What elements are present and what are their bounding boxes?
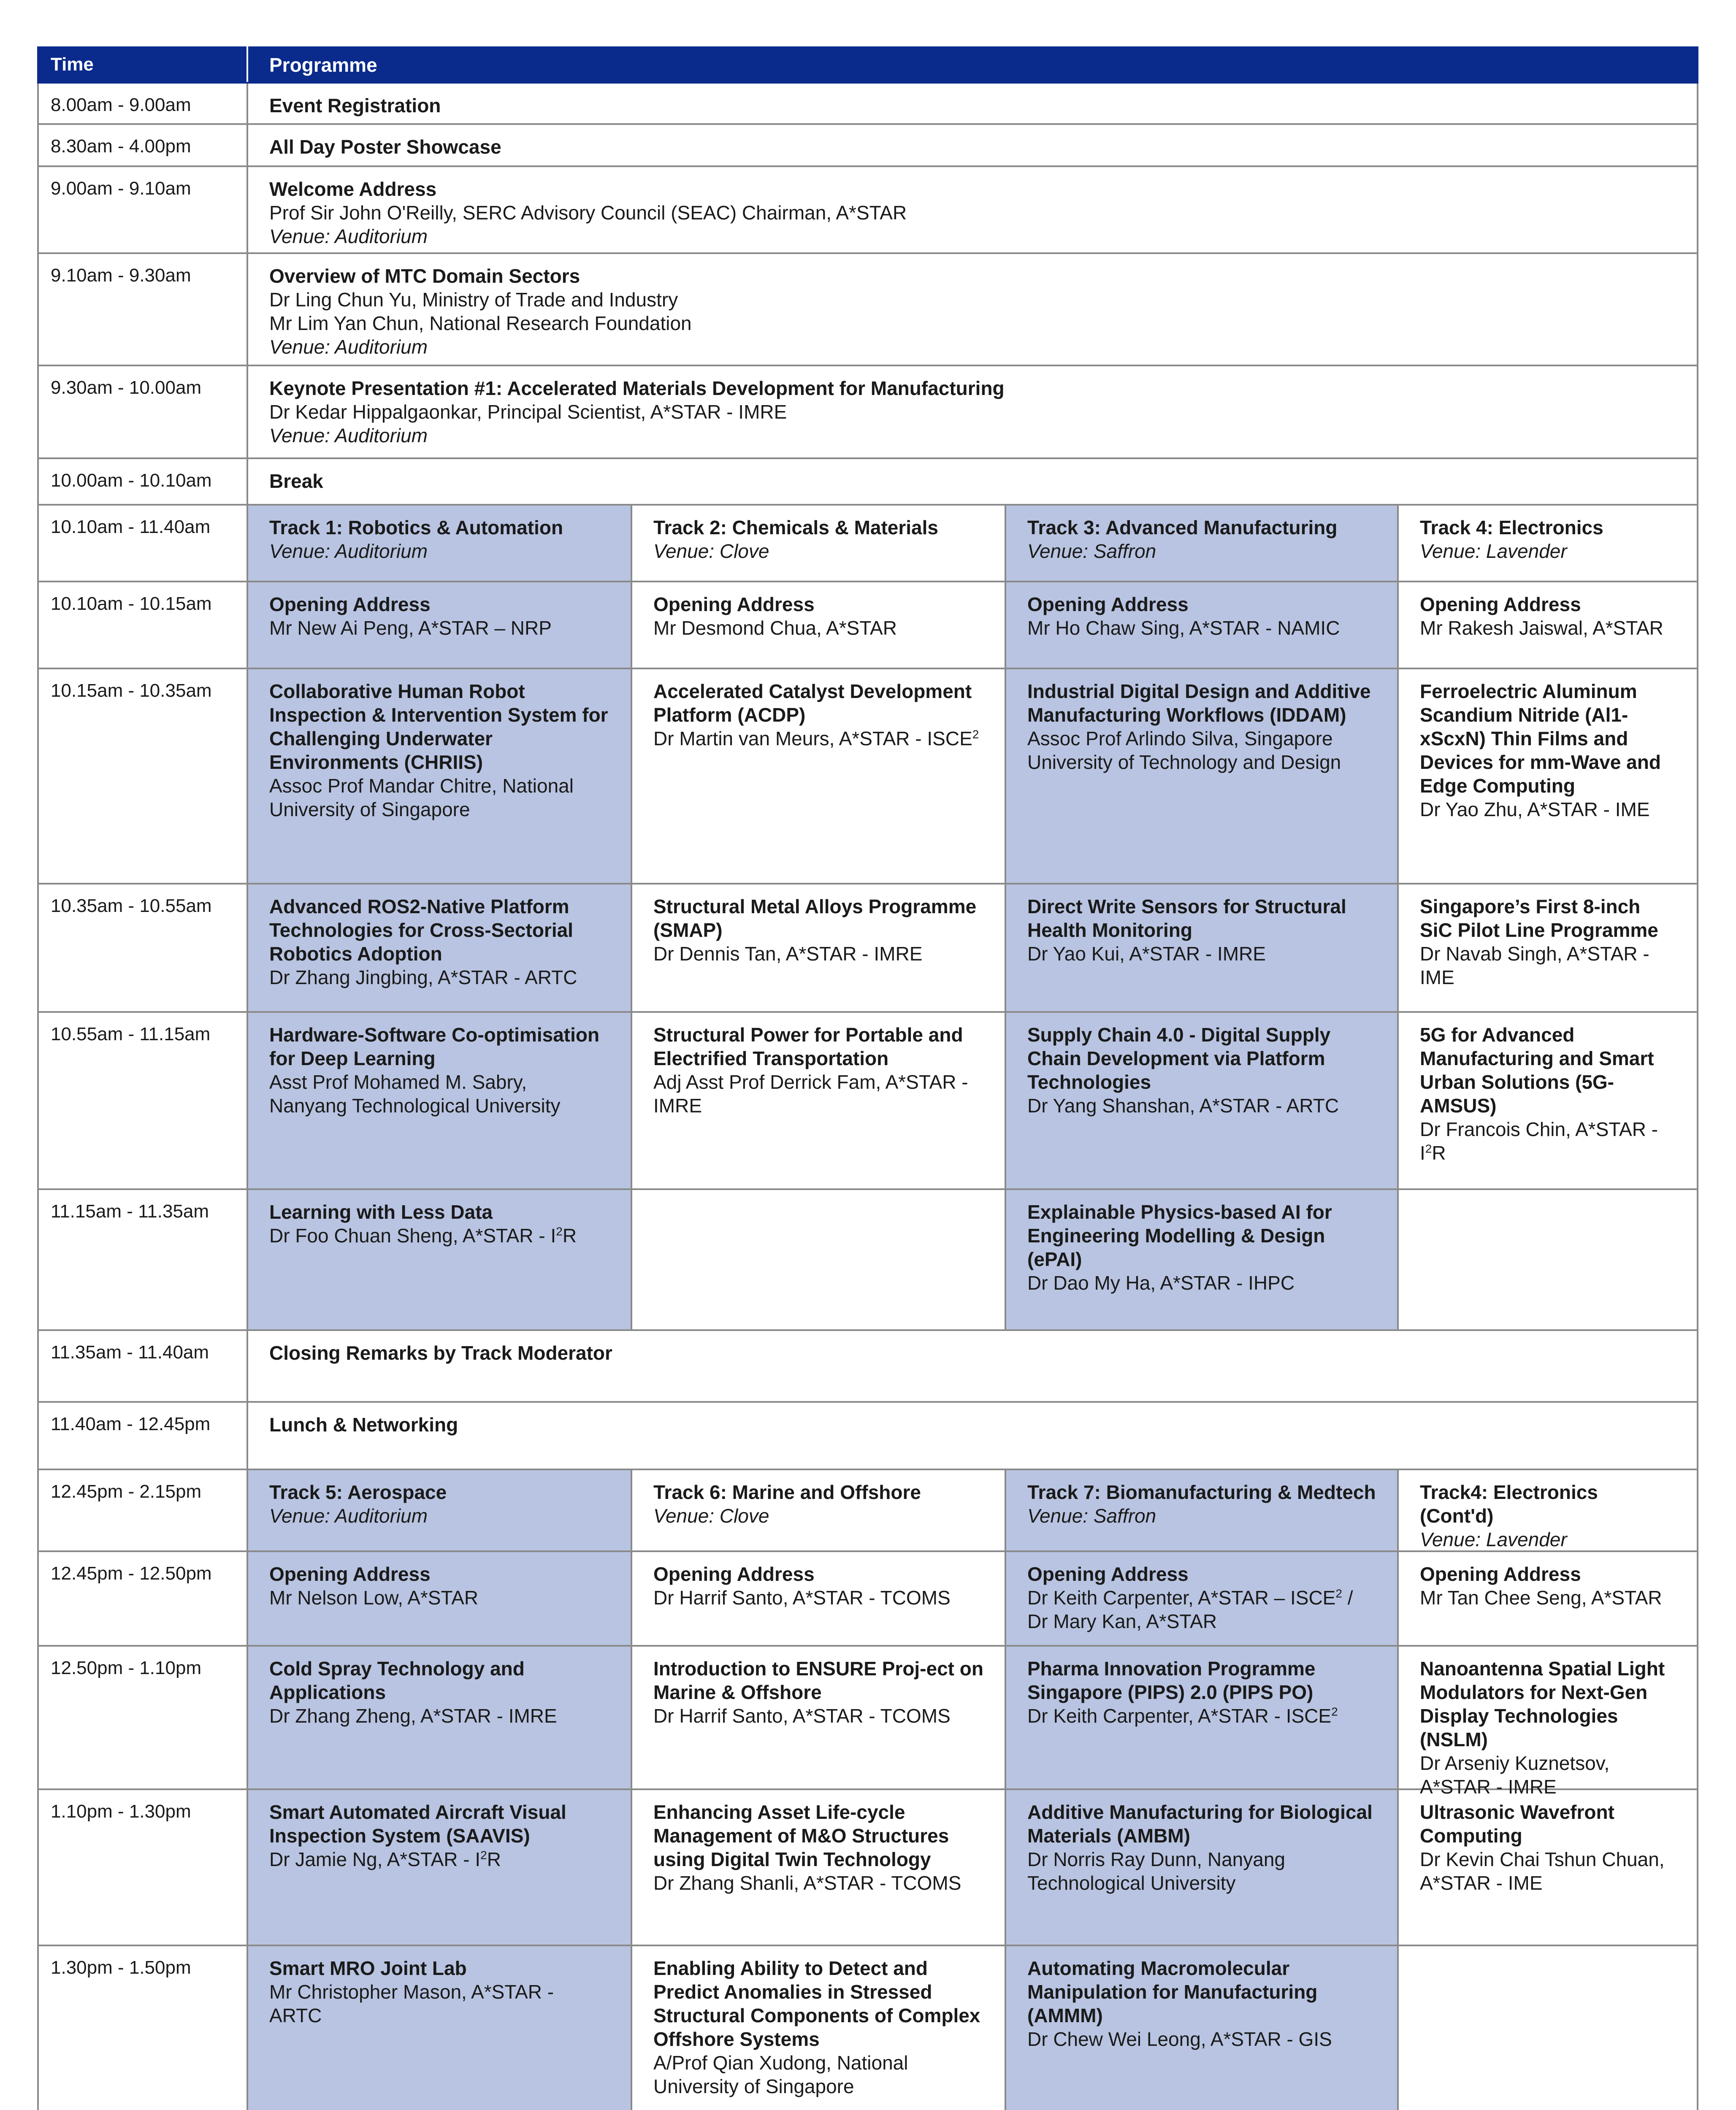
talk-title: Structural Power for Portable and Electrified Transportation: [653, 1024, 963, 1069]
talk-title: Opening Address: [269, 593, 431, 615]
track-columns: [248, 506, 1697, 581]
session-time: 9.30am - 10.00am: [39, 366, 248, 457]
talk-title: Opening Address: [653, 1563, 815, 1585]
talk-cell: [1006, 1946, 1399, 2110]
talk-speaker: Dr Zhang Jingbing, A*STAR - ARTC: [269, 966, 577, 988]
track-columns: [248, 885, 1697, 1011]
talk-cell: [248, 885, 632, 1011]
talk-speaker: Dr Navab Singh, A*STAR - IME: [1420, 943, 1649, 988]
talk-speaker: Dr Martin van Meurs, A*STAR - ISCE$^2$: [653, 728, 979, 749]
session-row: [37, 84, 1698, 125]
talk-title: Industrial Digital Design and Additive Manufacturing Workflows (IDDAM): [1027, 680, 1371, 726]
programme-cell: [248, 167, 1697, 252]
talk-cell: [632, 1013, 1006, 1188]
track-header: Track 3: Advanced Manufacturing Venue: Saffron: [1006, 506, 1399, 581]
talk-cell: [248, 1790, 632, 1945]
track-columns: [248, 1790, 1697, 1945]
slot-row: [37, 1013, 1698, 1190]
talk-speaker: Dr Harrif Santo, A*STAR - TCOMS: [653, 1587, 951, 1609]
talk-speaker: Mr Rakesh Jaiswal, A*STAR: [1420, 617, 1663, 639]
talk-title: 5G for Advanced Manufacturing and Smart Urban Solutions (5G-AMSUS): [1420, 1024, 1654, 1117]
session-speaker: Dr Ling Chun Yu, Ministry of Trade and Industry: [269, 289, 678, 311]
programme-cell: [248, 254, 1697, 365]
programme-table: [37, 46, 1698, 2110]
talk-speaker: Mr Tan Chee Seng, A*STAR: [1420, 1587, 1662, 1609]
talk-cell: [632, 582, 1006, 668]
talk-title: Pharma Innovation Programme Singapore (PIPS) 2.0 (PIPS PO): [1027, 1658, 1316, 1703]
slot-row: [37, 1790, 1698, 1946]
talk-cell: [1399, 885, 1697, 1011]
track-columns: [248, 582, 1697, 668]
talk-speaker: Dr Foo Chuan Sheng, A*STAR - $I^2R$: [269, 1225, 577, 1247]
talk-title: Singapore’s First 8-inch SiC Pilot Line Programme: [1420, 895, 1658, 941]
talk-speaker: Dr Dao My Ha, A*STAR - IHPC: [1027, 1272, 1295, 1294]
session-time: 10.00am - 10.10am: [39, 459, 248, 504]
slot-row: [37, 1946, 1698, 2110]
slot-row: [37, 582, 1698, 669]
session-title: Welcome Address: [269, 178, 437, 200]
talk-title: Automating Macromolecular Manipulation for Manufacturing (AMMM): [1027, 1957, 1318, 2026]
talk-speaker: Dr Zhang Shanli, A*STAR - TCOMS: [653, 1872, 961, 1894]
talk-cell: [632, 669, 1006, 883]
track-header-row: [37, 506, 1698, 582]
track-columns: [248, 1946, 1697, 2110]
talk-cell: [632, 1552, 1006, 1645]
session-time: 8.30am - 4.00pm: [39, 125, 248, 165]
session-row: [37, 125, 1698, 167]
talk-speaker: Dr Jamie Ng, A*STAR - $I^2R$: [269, 1848, 501, 1870]
talk-title: Opening Address: [269, 1563, 431, 1585]
talk-cell: [632, 885, 1006, 1011]
session-time: 9.10am - 9.30am: [39, 254, 248, 365]
slot-row: [37, 1552, 1698, 1647]
slot-row: [37, 1190, 1698, 1331]
session-title: Closing Remarks by Track Moderator: [269, 1342, 612, 1364]
session-title: Keynote Presentation #1: Accelerated Materials Development for Manufacturing: [269, 377, 1005, 399]
session-title: Lunch & Networking: [269, 1414, 458, 1436]
track-header: Track 2: Chemicals & Materials Venue: Clove: [632, 506, 1006, 581]
session-speaker: Prof Sir John O'Reilly, SERC Advisory Council (SEAC) Chairman, A*STAR: [269, 202, 907, 224]
talk-speaker: Mr Desmond Chua, A*STAR: [653, 617, 897, 639]
talk-cell: [632, 1790, 1006, 1945]
talk-title: Opening Address: [1420, 1563, 1581, 1585]
track-columns: [248, 1647, 1697, 1798]
slot-time: 10.35am - 10.55am: [39, 885, 248, 1011]
talk-cell: [1006, 1190, 1399, 1329]
track-header: Track4: Electronics (Cont'd) Venue: Lavender: [1420, 1481, 1598, 1550]
talk-title: Enabling Ability to Detect and Predict Anomalies in Stressed Structural Components of Complex Offshore Systems: [653, 1957, 980, 2050]
talk-title: Opening Address: [653, 593, 815, 615]
slot-time: 1.10pm - 1.30pm: [39, 1790, 248, 1945]
programme-cell: [248, 366, 1697, 457]
programme-cell: [248, 1403, 1697, 1469]
talk-speaker: Assoc Prof Mandar Chitre, National University of Singapore: [269, 775, 574, 820]
slot-time: 11.15am - 11.35am: [39, 1190, 248, 1329]
session-row: [37, 1403, 1698, 1470]
slot-row: [37, 885, 1698, 1013]
track-header: Track 5: Aerospace Venue: Auditorium: [248, 1470, 632, 1550]
talk-speaker: Dr Yao Zhu, A*STAR - IME: [1420, 798, 1650, 820]
talk-cell: [632, 1647, 1006, 1788]
session-row: [37, 459, 1698, 506]
track-columns: [248, 1013, 1697, 1188]
talk-title: Smart Automated Aircraft Visual Inspection System (SAAVIS): [269, 1801, 566, 1847]
talk-title: Additive Manufacturing for Biological Materials (AMBM): [1027, 1801, 1373, 1847]
talk-cell: [1399, 1013, 1697, 1188]
talk-speaker: Dr Arseniy Kuznetsov, A*STAR - IMRE: [1420, 1752, 1610, 1798]
track-header: Track 4: Electronics Venue: Lavender: [1420, 517, 1603, 562]
session-title: Overview of MTC Domain Sectors: [269, 265, 580, 287]
talk-cell: [1399, 1647, 1697, 1798]
talk-title: Introduction to ENSURE Proj-ect on Marine & Offshore: [653, 1658, 983, 1703]
talk-speaker: Dr Dennis Tan, A*STAR - IMRE: [653, 943, 923, 965]
session-venue: Venue: Auditorium: [269, 225, 428, 247]
session-row: [37, 254, 1698, 366]
talk-cell: [248, 1647, 632, 1788]
session-time: 9.00am - 9.10am: [39, 167, 248, 252]
programme-cell: Programme: [269, 54, 377, 76]
talk-speaker: Assoc Prof Arlindo Silva, Singapore University of Technology and Design: [1027, 728, 1341, 773]
session-title: All Day Poster Showcase: [269, 136, 501, 158]
slot-row: [37, 669, 1698, 885]
talk-speaker: Dr Harrif Santo, A*STAR - TCOMS: [653, 1705, 951, 1727]
talk-title: Collaborative Human Robot Inspection & Intervention System for Challenging Underwater Environments (CHRIIS): [269, 680, 608, 773]
talk-speaker: Dr Norris Ray Dunn, Nanyang Technological University: [1027, 1848, 1286, 1894]
talk-title: Supply Chain 4.0 - Digital Supply Chain Development via Platform Technologies: [1027, 1024, 1331, 1093]
talk-cell: [248, 1946, 632, 2110]
programme-cell: [248, 459, 1697, 504]
session-speaker: Mr Lim Yan Chun, National Research Foundation: [269, 312, 692, 334]
talk-cell: [1006, 1552, 1399, 1645]
talk-title: Advanced ROS2-Native Platform Technologies for Cross-Sectorial Robotics Adoption: [269, 895, 573, 965]
talk-title: Opening Address: [1420, 593, 1581, 615]
track-header-row: [37, 1470, 1698, 1552]
talk-speaker: Dr Keith Carpenter, A*STAR – ISCE$^2$ /: [1027, 1587, 1353, 1609]
talk-speaker: Mr Christopher Mason, A*STAR - ARTC: [269, 1981, 554, 2026]
empty-cell: [1399, 1946, 1697, 2110]
slot-time: 10.15am - 10.35am: [39, 669, 248, 883]
programme-cell: [248, 1331, 1697, 1401]
slot-time: 10.10am - 10.15am: [39, 582, 248, 668]
talk-cell: [1399, 582, 1697, 668]
talk-title: Learning with Less Data: [269, 1201, 493, 1223]
talk-speaker: Dr Yang Shanshan, A*STAR - ARTC: [1027, 1095, 1339, 1117]
talk-title: Ferroelectric Aluminum Scandium Nitride (Al1-xScxN) Thin Films and Devices for mm-Wave and Edge Computing: [1420, 680, 1661, 797]
talk-title: Opening Address: [1027, 593, 1189, 615]
session-time: 8.00am - 9.00am: [39, 84, 248, 123]
talk-cell: [1006, 1647, 1399, 1788]
session-row: [37, 1331, 1698, 1403]
talk-speaker: Mr Nelson Low, A*STAR: [269, 1587, 479, 1609]
talk-title: Enhancing Asset Life-cycle Management of M&O Structures using Digital Twin Technology: [653, 1801, 949, 1870]
track-header: Track 7: Biomanufacturing & Medtech Venue: Saffron: [1006, 1470, 1399, 1550]
talk-cell: [248, 669, 632, 883]
session-time: 11.40am - 12.45pm: [39, 1403, 248, 1469]
talk-title: Explainable Physics-based AI for Engineering Modelling & Design (ePAI): [1027, 1201, 1332, 1270]
talk-title: Smart MRO Joint Lab: [269, 1957, 467, 1979]
track-columns: [248, 669, 1697, 883]
talk-speaker: Asst Prof Mohamed M. Sabry, Nanyang Technological University: [269, 1071, 561, 1117]
slot-time: 12.50pm - 1.10pm: [39, 1647, 248, 1788]
talk-speaker: Adj Asst Prof Derrick Fam, A*STAR - IMRE: [653, 1071, 968, 1117]
talk-speaker: Dr Mary Kan, A*STAR: [1027, 1610, 1217, 1632]
talk-cell: [632, 1946, 1006, 2110]
talk-title: Opening Address: [1027, 1563, 1189, 1585]
talk-title: Direct Write Sensors for Structural Health Monitoring: [1027, 895, 1346, 941]
slot-row: [37, 1647, 1698, 1798]
track-columns: [248, 1190, 1697, 1329]
talk-speaker: A/Prof Qian Xudong, National University of Singapore: [653, 2052, 908, 2097]
talk-cell: [1006, 669, 1399, 883]
talk-speaker: Dr Zhang Zheng, A*STAR - IMRE: [269, 1705, 557, 1727]
talk-speaker: Dr Kevin Chai Tshun Chuan, A*STAR - IME: [1420, 1848, 1665, 1894]
talk-cell: [1006, 1013, 1399, 1188]
session-title: Break: [269, 470, 323, 492]
session-venue: Venue: Auditorium: [269, 425, 428, 446]
talk-cell: [1399, 669, 1697, 883]
session-venue: Venue: Auditorium: [269, 336, 428, 358]
session-time: 12.45pm - 2.15pm: [39, 1470, 248, 1550]
talk-speaker: Dr Chew Wei Leong, A*STAR - GIS: [1027, 2028, 1332, 2050]
track-columns: [248, 1552, 1697, 1645]
talk-cell: [1006, 582, 1399, 668]
talk-title: Ultrasonic Wavefront Computing: [1420, 1801, 1614, 1847]
slot-time: 1.30pm - 1.50pm: [39, 1946, 248, 2110]
talk-cell: [1399, 1790, 1697, 1945]
talk-title: Accelerated Catalyst Development Platform (ACDP): [653, 680, 972, 726]
session-title: Event Registration: [269, 95, 441, 116]
talk-cell: [248, 1190, 632, 1329]
session-row: [37, 167, 1698, 254]
track-header: Track 1: Robotics & Automation Venue: Auditorium: [248, 506, 632, 581]
talk-title: Nanoantenna Spatial Light Modulators for Next-Gen Display Technologies (NSLM): [1420, 1658, 1665, 1750]
talk-title: Structural Metal Alloys Programme (SMAP): [653, 895, 977, 941]
session-speaker: Dr Kedar Hippalgaonkar, Principal Scientist, A*STAR - IMRE: [269, 401, 787, 423]
talk-speaker: Mr New Ai Peng, A*STAR – NRP: [269, 617, 552, 639]
talk-speaker: Dr Francois Chin, A*STAR - $I^2R$: [1420, 1118, 1658, 1164]
session-time: 11.35am - 11.40am: [39, 1331, 248, 1401]
slot-time: 12.45pm - 12.50pm: [39, 1552, 248, 1645]
track-header: Track 6: Marine and Offshore Venue: Clove: [632, 1470, 1006, 1550]
talk-cell: [248, 1013, 632, 1188]
talk-title: Cold Spray Technology and Applications: [269, 1658, 525, 1703]
session-time: 10.10am - 11.40am: [39, 506, 248, 581]
talk-cell: [248, 582, 632, 668]
talk-cell: [1399, 1552, 1697, 1645]
header-time: Time: [39, 46, 248, 82]
talk-title: Hardware-Software Co-optimisation for Deep Learning: [269, 1024, 600, 1069]
slot-time: 10.55am - 11.15am: [39, 1013, 248, 1188]
session-row: [37, 366, 1698, 459]
talk-speaker: Dr Yao Kui, A*STAR - IMRE: [1027, 943, 1266, 965]
empty-cell: [632, 1190, 1006, 1329]
programme-cell: [248, 84, 1697, 123]
talk-cell: [1006, 1790, 1399, 1945]
talk-speaker: Dr Keith Carpenter, A*STAR - ISCE$^2$: [1027, 1705, 1338, 1727]
programme-cell: [248, 125, 1697, 165]
talk-cell: [1006, 885, 1399, 1011]
talk-speaker: Mr Ho Chaw Sing, A*STAR - NAMIC: [1027, 617, 1340, 639]
track-columns: [248, 1470, 1697, 1550]
talk-cell: [248, 1552, 632, 1645]
table-header: [37, 46, 1698, 84]
empty-cell: [1399, 1190, 1697, 1329]
